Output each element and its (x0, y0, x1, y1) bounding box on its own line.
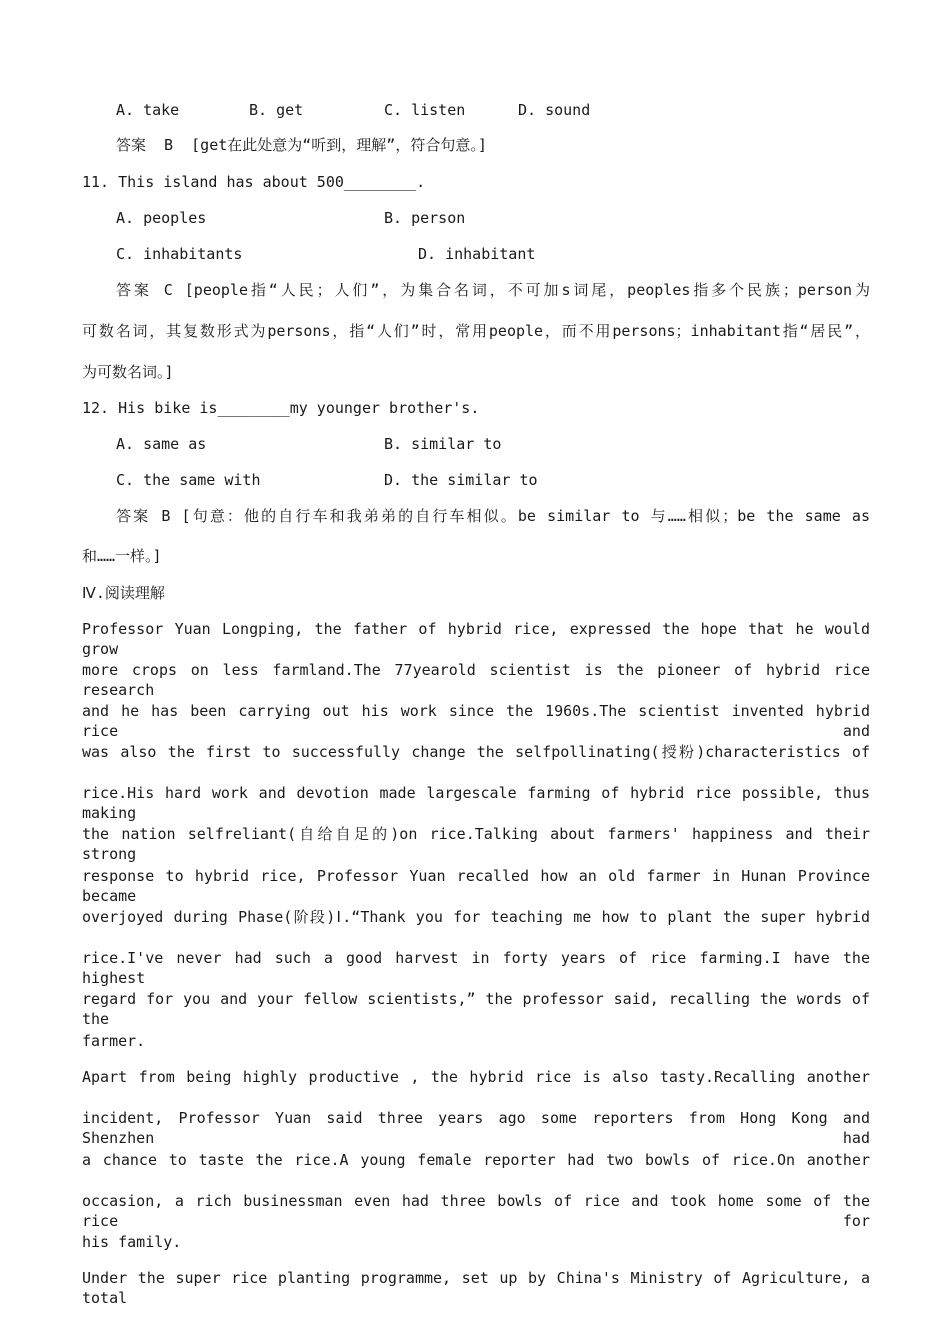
passage-p1-line-7: response to hybrid rice, Professor Yuan recalled how an old farmer in Hunan Province became (82, 867, 870, 905)
passage-p2-line-1: Apart from being highly productive , the hybrid rice is also tasty.Recalling another (82, 1068, 870, 1086)
passage-p1-line-10: regard for you and your fellow scientists,” the professor said, recalling the words of the (82, 990, 870, 1028)
passage-p1-line-1: Professor Yuan Longping, the father of hybrid rice, expressed the hope that he would grow (82, 620, 870, 658)
passage-p1-line-11: farmer. (82, 1032, 146, 1050)
q10-option-c: C. listen (384, 101, 466, 119)
q11-answer-line-2: 可数名词，其复数形式为persons，指“人们”时，常用people，而不用persons；inhabitant指“居民”， (82, 322, 870, 340)
q12-option-a: A. same as (116, 435, 207, 453)
passage-p2-line-5: his family. (82, 1233, 182, 1251)
passage-p1-line-4: was also the first to successfully change the selfpollinating(授粉)characteristics of (82, 743, 870, 761)
passage-p1-line-5: rice.His hard work and devotion made largescale farming of hybrid rice possible, thus making (82, 784, 870, 822)
q12-answer-line-2: 和……一样。] (82, 547, 162, 565)
passage-p1-line-3: and he has been carrying out his work since the 1960s.The scientist invented hybrid rice and (82, 702, 870, 740)
q10-answer: 答案 B [get在此处意为“听到，理解”，符合句意。] (116, 136, 487, 154)
q12-option-d: D. the similar to (384, 471, 538, 489)
q11-answer-line-3: 为可数名词。] (82, 363, 174, 381)
q11-option-c: C. inhabitants (116, 245, 243, 263)
passage-p2-line-4: occasion, a rich businessman even had three bowls of rice and took home some of the rice for (82, 1192, 870, 1230)
q10-option-b: B. get (249, 101, 304, 119)
q10-option-d: D. sound (518, 101, 591, 119)
passage-p3-line-1: Under the super rice planting programme, set up by China's Ministry of Agriculture, a total (82, 1269, 870, 1307)
q11-stem: 11. This island has about 500________. (82, 173, 426, 191)
section-title: Ⅳ.阅读理解 (82, 584, 165, 602)
q12-answer-line-1: 答案 B [句意：他的自行车和我弟弟的自行车相似。be similar to 与……相似；be the same as (116, 507, 870, 525)
q12-stem: 12. His bike is________my younger brother's. (82, 399, 480, 417)
passage-p1-line-6: the nation selfreliant(自给自足的)on rice.Talking about farmers' happiness and their strong (82, 825, 870, 863)
q11-answer-line-1: 答案 C [people指“人民；人们”，为集合名词，不可加s词尾，peoples指多个民族；person为 (116, 281, 870, 299)
q11-option-d: D. inhabitant (418, 245, 536, 263)
passage-p1-line-9: rice.I've never had such a good harvest in forty years of rice farming.I have the highest (82, 949, 870, 987)
q12-option-b: B. similar to (384, 435, 502, 453)
passage-p2-line-2: incident, Professor Yuan said three years ago some reporters from Hong Kong and Shenzhen had (82, 1109, 870, 1147)
q11-option-a: A. peoples (116, 209, 207, 227)
passage-p1-line-2: more crops on less farmland.The 77yearold scientist is the pioneer of hybrid rice research (82, 661, 870, 699)
q11-option-b: B. person (384, 209, 466, 227)
passage-p2-line-3: a chance to taste the rice.A young female reporter had two bowls of rice.On another (82, 1151, 870, 1169)
passage-p1-line-8: overjoyed during Phase(阶段)Ⅰ.“Thank you for teaching me how to plant the super hybrid (82, 908, 870, 926)
q10-option-a: A. take (116, 101, 180, 119)
q12-option-c: C. the same with (116, 471, 261, 489)
